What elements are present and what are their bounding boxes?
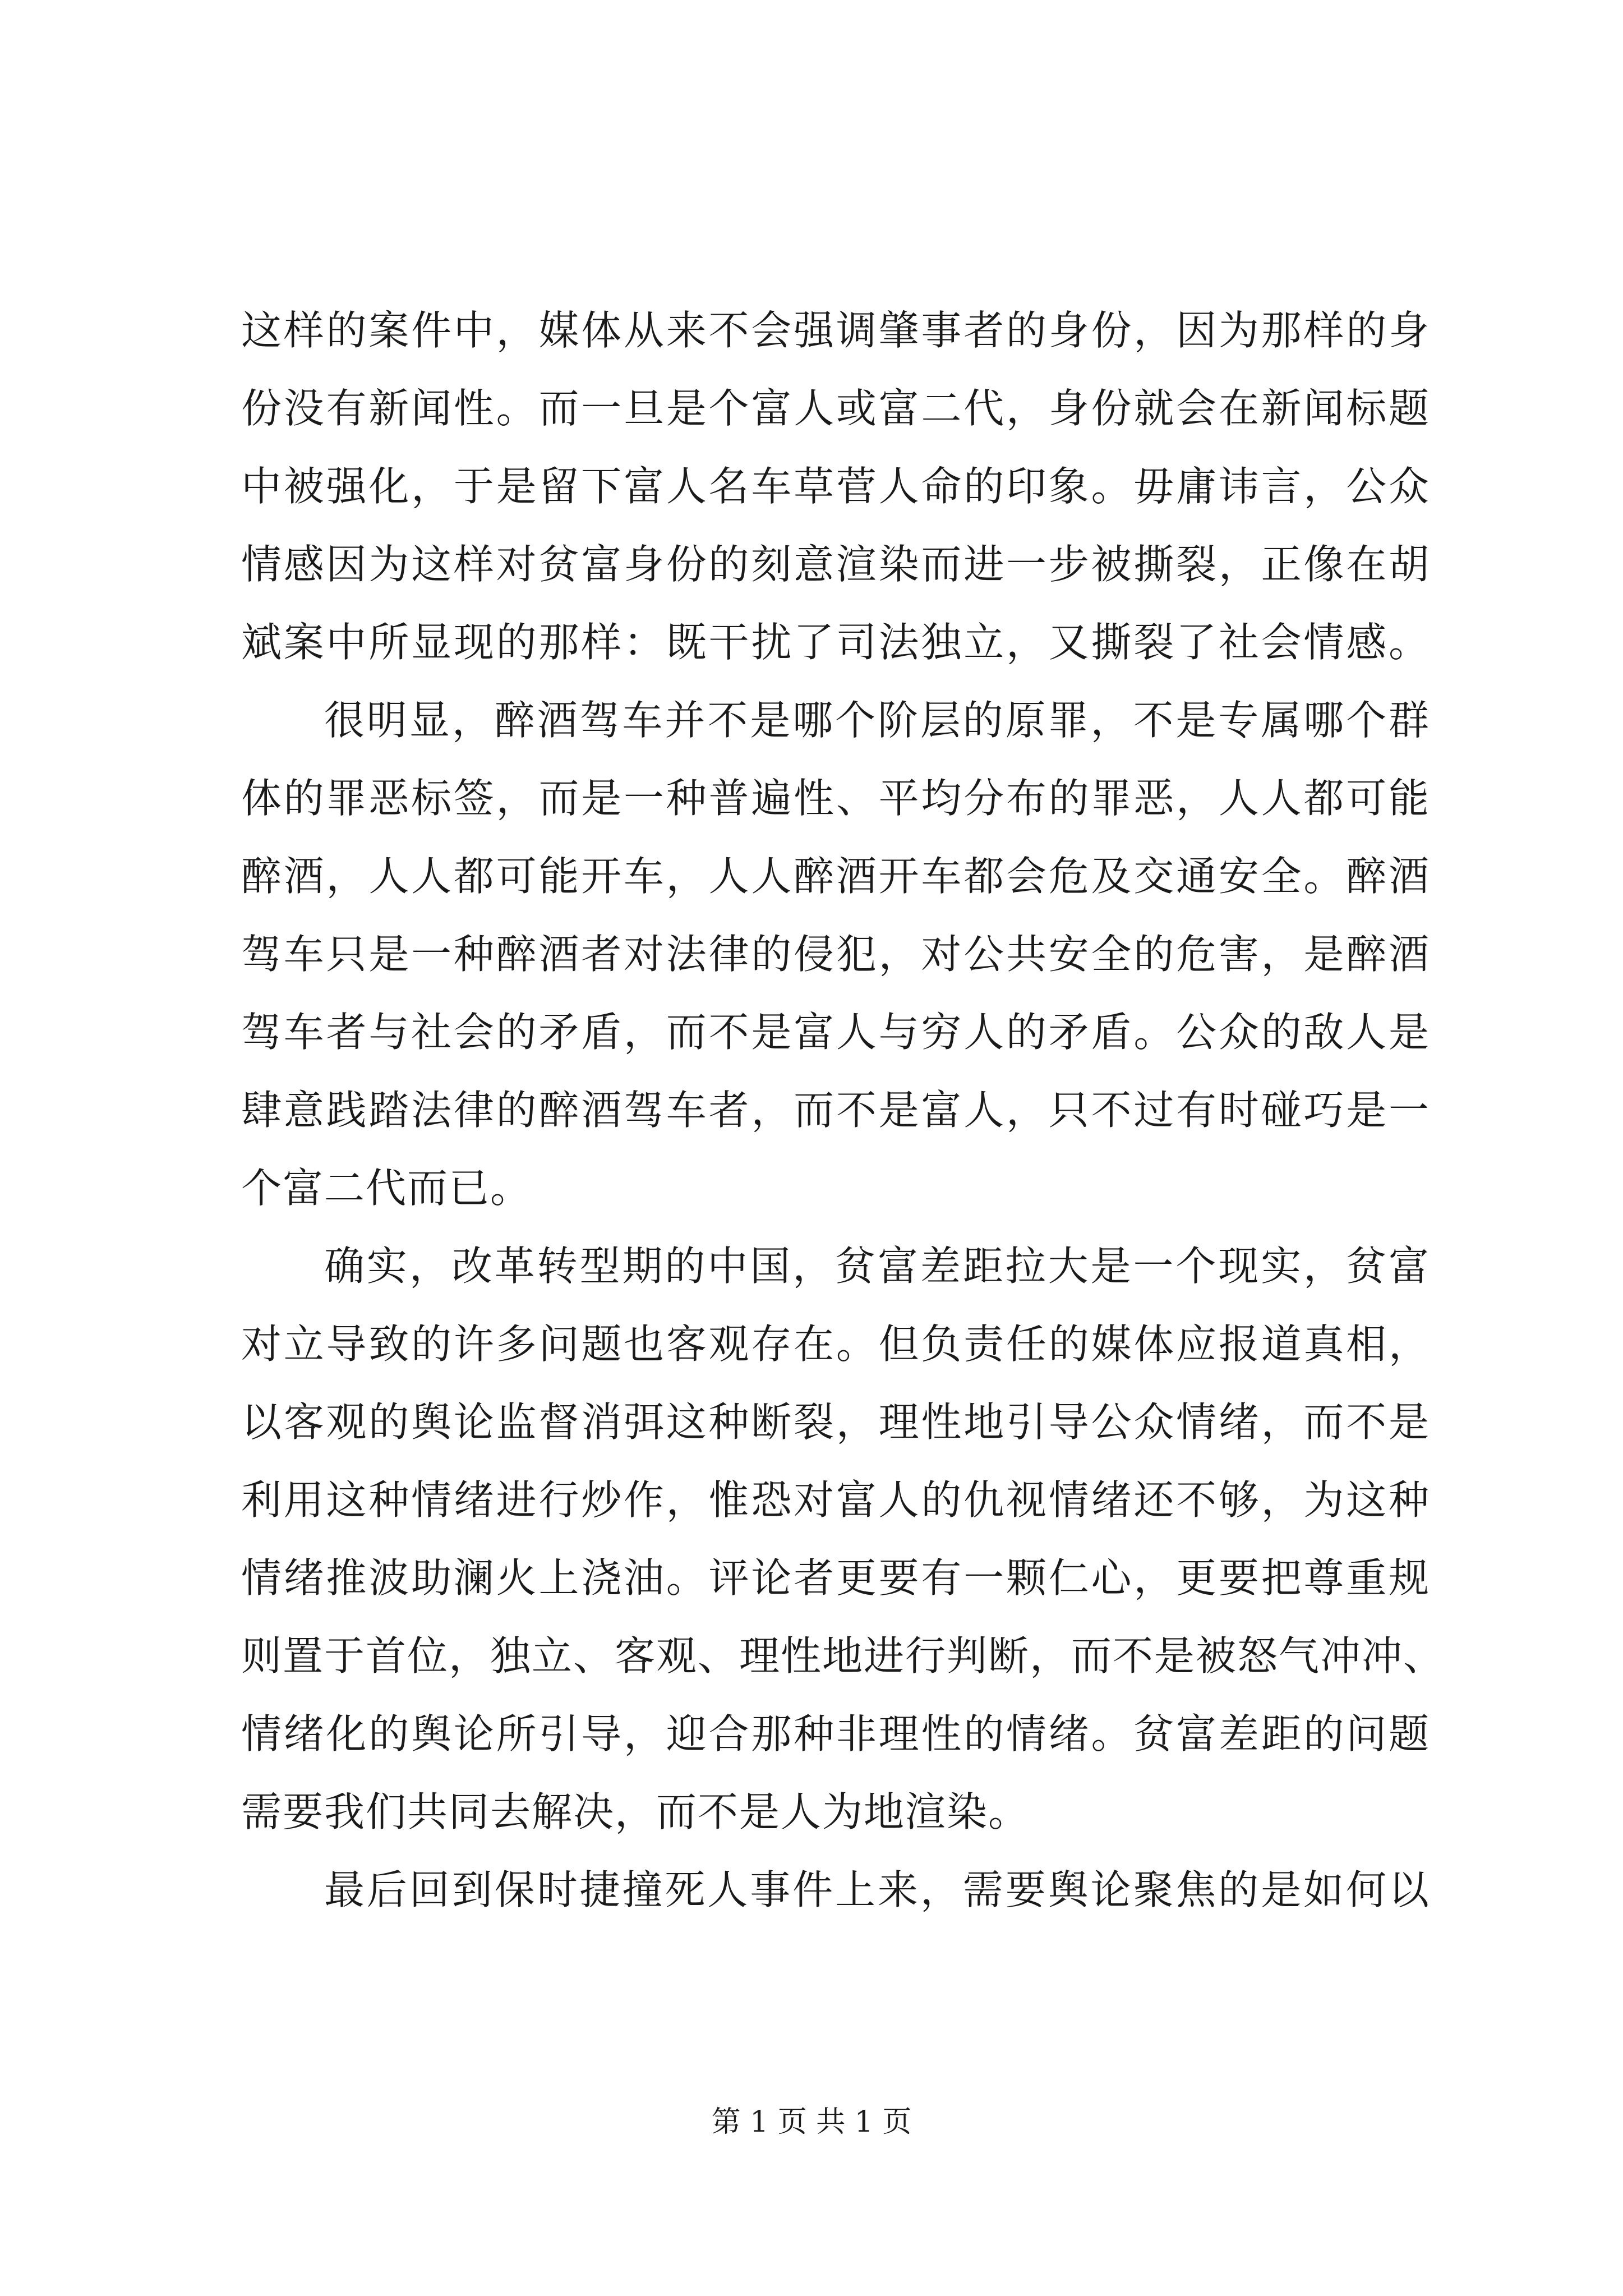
text-line-12: 个富二代而已。 — [241, 1165, 532, 1212]
text-line-5: 斌案中所显现的那样：既干扰了司法独立，又撕裂了社会情感。 — [241, 619, 1430, 666]
text-line-10: 驾车者与社会的矛盾，而不是富人与穷人的矛盾。公众的敌人是 — [241, 1009, 1430, 1056]
text-line-2: 份没有新闻性。而一旦是个富人或富二代，身份就会在新闻标题 — [241, 385, 1430, 432]
text-line-16: 利用这种情绪进行炒作，惟恐对富人的仇视情绪还不够，为这种 — [241, 1476, 1430, 1524]
text-line-19: 情绪化的舆论所引导，迎合那种非理性的情绪。贫富差距的问题 — [241, 1710, 1430, 1757]
text-line-9: 驾车只是一种醉酒者对法律的侵犯，对公共安全的危害，是醉酒 — [241, 931, 1430, 978]
text-line-1: 这样的案件中，媒体从来不会强调肇事者的身份，因为那样的身 — [241, 307, 1430, 354]
text-line-8: 醉酒，人人都可能开车，人人醉酒开车都会危及交通安全。醉酒 — [241, 853, 1430, 900]
text-line-15: 以客观的舆论监督消弭这种断裂，理性地引导公众情绪，而不是 — [241, 1398, 1430, 1446]
text-line-3: 中被强化，于是留下富人名车草菅人命的印象。毋庸讳言，公众 — [241, 463, 1430, 510]
text-line-6: 很明显，醉酒驾车并不是哪个阶层的原罪，不是专属哪个群 — [324, 697, 1430, 744]
text-line-20: 需要我们共同去解决，而不是人为地渲染。 — [241, 1788, 1030, 1835]
text-line-11: 肆意践踏法律的醉酒驾车者，而不是富人，只不过有时碰巧是一 — [241, 1087, 1430, 1134]
body-text — [241, 292, 1445, 1929]
text-line-21: 最后回到保时捷撞死人事件上来，需要舆论聚焦的是如何以 — [324, 1866, 1430, 1913]
page-number-label: 第 1 页 共 1 页 — [711, 2105, 912, 2139]
text-line-7: 体的罪恶标签，而是一种普遍性、平均分布的罪恶，人人都可能 — [241, 775, 1430, 822]
text-line-17: 情绪推波助澜火上浇油。评论者更要有一颗仁心，更要把尊重规 — [241, 1554, 1430, 1602]
page-footer — [0, 2102, 1623, 2142]
text-line-13: 确实，改革转型期的中国，贫富差距拉大是一个现实，贫富 — [324, 1243, 1430, 1290]
text-line-4: 情感因为这样对贫富身份的刻意渲染而进一步被撕裂，正像在胡 — [241, 541, 1430, 588]
text-line-18: 则置于首位，独立、客观、理性地进行判断，而不是被怒气冲冲、 — [241, 1632, 1445, 1680]
text-line-14: 对立导致的许多问题也客观存在。但负责任的媒体应报道真相， — [241, 1320, 1430, 1368]
